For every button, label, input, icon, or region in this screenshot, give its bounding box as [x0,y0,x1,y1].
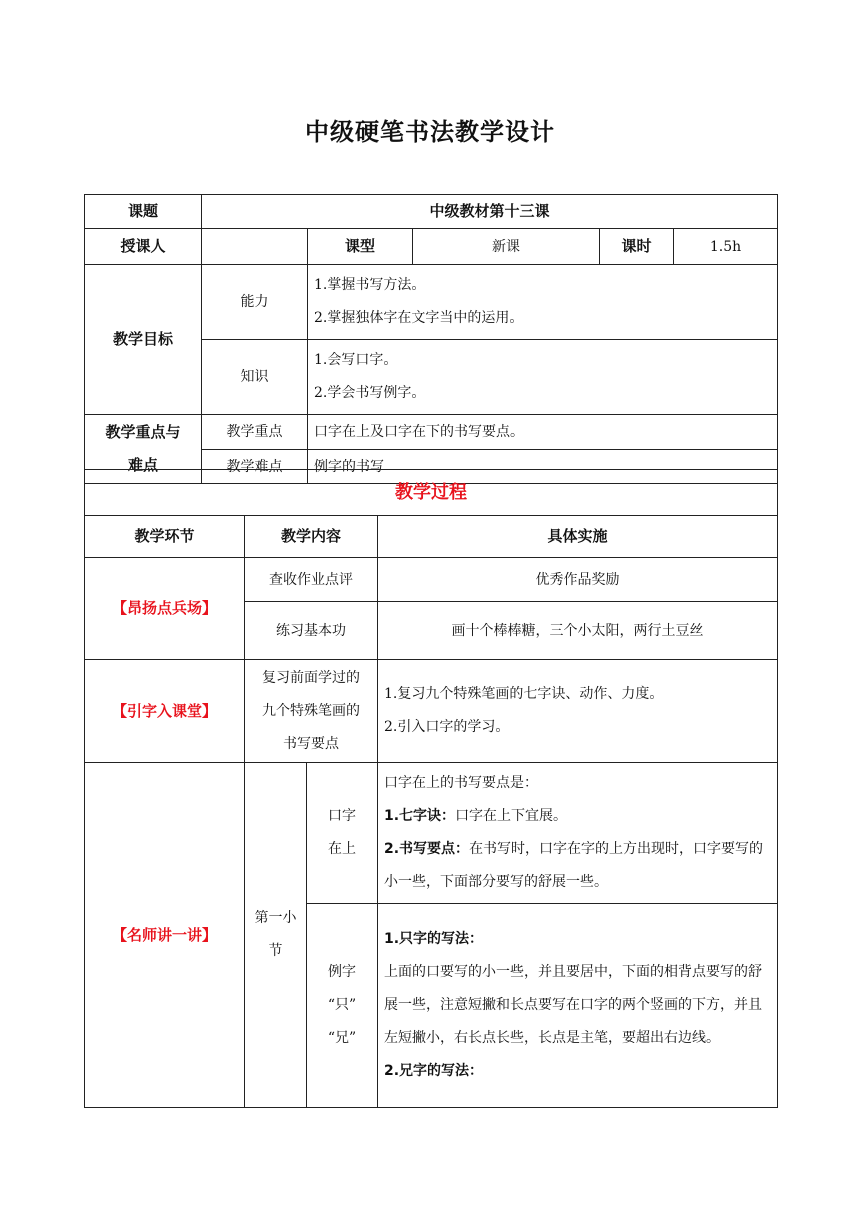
stage3-section-line: 第一小 [254,910,297,926]
stage3-name: 【名师讲一讲】 [85,763,245,1108]
subject-value: 中级教材第十三课 [202,195,778,229]
topic2-label-line: “兄” [327,1030,357,1046]
topic2-impl [378,904,778,1108]
stage2-content [245,660,378,763]
topic2-label [307,904,378,1108]
col-stage-header: 教学环节 [85,516,245,558]
topic1-point2 [384,833,771,899]
process-heading: 教学过程 [85,470,778,516]
topic2-point1-label: 1.只字的写法： [384,931,484,947]
topic1-point1-text: 口字在上下宜展。 [455,808,568,824]
topic2-label-line: “只” [327,997,357,1013]
col-content-header: 教学内容 [245,516,378,558]
topic1-label-line: 在上 [328,841,356,857]
topic2-point2-label: 2.兄字的写法： [384,1063,484,1079]
stage1-name: 【昂扬点兵场】 [85,558,245,660]
difficulty-label: 教学难点 [202,450,308,484]
topic1-intro: 口字在上的书写要点是： [384,775,538,791]
stage2-content-line: 复习前面学过的 [262,669,360,686]
topic2-label-line: 例字 [328,964,356,980]
hours-value: 1.5h [674,229,778,265]
ability-item: 2.掌握独体字在文字当中的运用。 [314,310,524,326]
stage1-row2-content: 练习基本功 [245,602,378,660]
knowledge-label: 知识 [202,340,308,415]
key-label: 教学重点 [202,415,308,450]
key-value: 口字在上及口字在下的书写要点。 [308,415,778,450]
topic1-point1 [384,800,771,833]
stage2-impl-line: 2.引入口字的学习。 [384,719,510,735]
teacher-label: 授课人 [85,229,202,265]
knowledge-item: 2.学会书写例字。 [314,385,426,401]
knowledge-item: 1.会写口字。 [314,352,398,368]
stage2-impl [378,660,778,763]
topic1-point1-label: 1.七字诀： [384,808,456,824]
ability-label: 能力 [202,265,308,340]
hours-label: 课时 [600,229,674,265]
focus-label-line: 教学重点与 [105,423,181,441]
difficulty-value: 例字的书写 [308,450,778,484]
topic1-point2-text: 在书写时，口字在字的上方出现时，口字要写的小一些，下面部分要写的舒展一些。 [384,841,764,890]
topic1-label-line: 口字 [328,808,356,824]
focus-label-line: 难点 [127,456,158,474]
topic1-impl [378,763,778,904]
col-impl-header: 具体实施 [378,516,778,558]
stage1-row2-impl: 画十个棒棒糖，三个小太阳，两行土豆丝 [378,602,778,660]
type-value: 新课 [413,229,600,265]
stage1-row1-impl: 优秀作品奖励 [378,558,778,602]
lesson-info-table [84,194,778,484]
topic1-point2-label: 2.书写要点： [384,841,470,857]
page-title: 中级硬笔书法教学设计 [305,118,555,146]
subject-label: 课题 [85,195,202,229]
topic2-point1-text: 上面的口要写的小一些，并且要居中，下面的相背点要写的舒展一些，注意短撇和长点要写在口字的两个竖画的下方，并且左短撇小，右长点长些，长点是主笔，要超出右边线。 [384,964,762,1046]
stage3-section-line: 节 [268,943,283,959]
stage1-row1-content: 查收作业点评 [245,558,378,602]
teacher-value [202,229,308,265]
teaching-process-table [84,469,778,1108]
goals-label: 教学目标 [85,265,202,415]
knowledge-items [308,340,778,415]
stage3-section [245,763,307,1108]
ability-items [308,265,778,340]
stage2-impl-line: 1.复习九个特殊笔画的七字诀、动作、力度。 [384,686,664,702]
stage2-content-line: 书写要点 [283,735,339,752]
topic1-label [307,763,378,904]
type-label: 课型 [308,229,413,265]
stage2-content-line: 九个特殊笔画的 [262,702,360,719]
ability-item: 1.掌握书写方法。 [314,277,426,293]
stage2-name: 【引字入课堂】 [85,660,245,763]
